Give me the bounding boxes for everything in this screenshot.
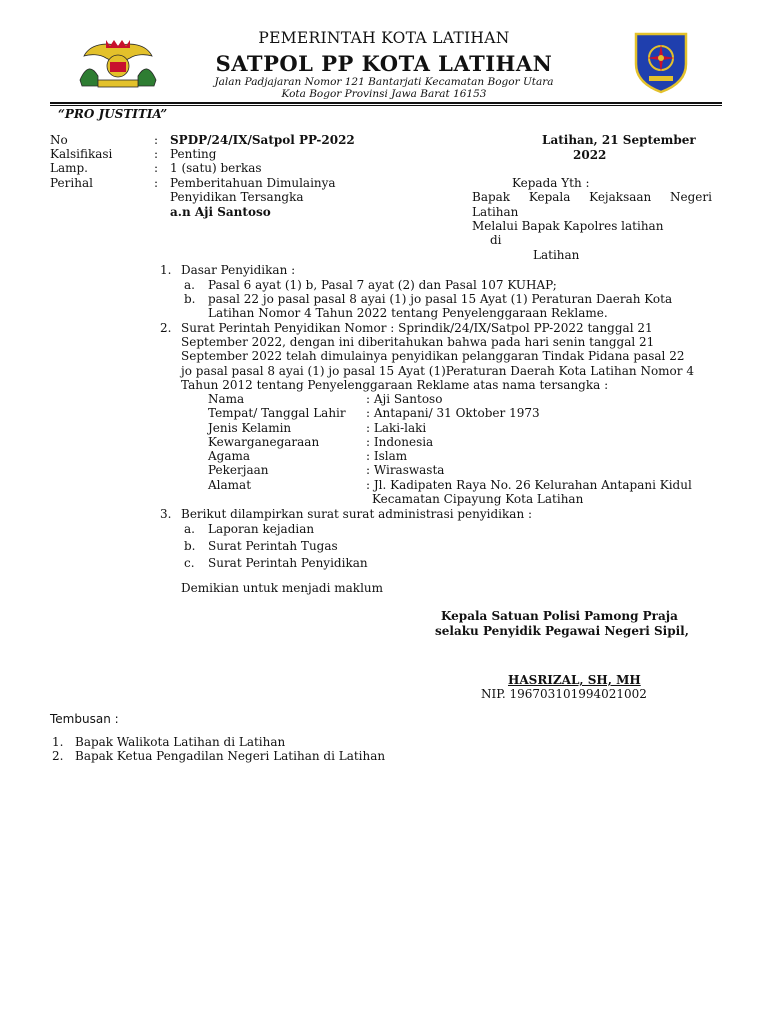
- recipient-line5: Latihan: [533, 248, 580, 262]
- letter-date-line2: 2022: [573, 148, 607, 162]
- meta-sep: :: [154, 147, 159, 161]
- header-agency-title: SATPOL PP KOTA LATIHAN: [215, 51, 553, 76]
- header-address-line1: Jalan Padjajaran Nomor 121 Bantarjati Kecamatan Bogor Utara: [214, 76, 554, 88]
- signatory-position-line1: Kepala Satuan Polisi Pamong Praja: [441, 609, 678, 623]
- meta-label-attachment: Lamp.: [50, 161, 88, 175]
- section-1a-text: Pasal 6 ayat (1) b, Pasal 7 ayat (2) dan Pasal 107 KUHAP;: [208, 278, 557, 292]
- section-2-line: September 2022 telah dimulainya penyidikan pelanggaran Tindak Pidana pasal 22: [181, 349, 685, 363]
- section-2-line: jo pasal pasal 8 ayai (1) jo pasal 15 Ayat (1)Peraturan Daerah Kota Latihan Nomor 4: [181, 364, 694, 378]
- suspect-value-gender: : Laki-laki: [366, 421, 427, 435]
- recipient-line1: [472, 190, 712, 204]
- cc-item: Bapak Ketua Pengadilan Negeri Latihan di Latihan: [75, 749, 386, 763]
- section-2-number: 2.: [160, 321, 172, 335]
- meta-sep: :: [154, 133, 159, 147]
- attachment-item: Laporan kejadian: [208, 522, 315, 536]
- suspect-value-occupation: : Wiraswasta: [366, 463, 445, 477]
- cc-title: Tembusan :: [50, 712, 119, 726]
- meta-label-classification: Kalsifikasi: [50, 147, 113, 161]
- meta-value-subject-suspect: a.n Aji Santoso: [170, 205, 271, 219]
- suspect-value-religion: : Islam: [366, 449, 408, 463]
- closing-statement: Demikian untuk menjadi maklum: [181, 581, 384, 595]
- suspect-label-nationality: Kewarganegaraan: [208, 435, 320, 449]
- cc-item: Bapak Walikota Latihan di Latihan: [75, 735, 286, 749]
- suspect-label-religion: Agama: [208, 449, 251, 463]
- cc-item-number: 1.: [52, 735, 64, 749]
- recipient-line3: Melalui Bapak Kapolres latihan: [472, 219, 664, 233]
- signatory-nip: NIP. 196703101994021002: [481, 687, 647, 701]
- attachment-mark: b.: [184, 539, 196, 553]
- signatory-position-line2: selaku Penyidik Pegawai Negeri Sipil,: [435, 624, 689, 638]
- header-address-line2: Kota Bogor Provinsi Jawa Barat 16153: [281, 88, 487, 100]
- suspect-label-address: Alamat: [208, 478, 252, 492]
- section-1-number: 1.: [160, 263, 172, 277]
- pro-justitia-label: “PRO JUSTITIA”: [58, 107, 168, 121]
- meta-value-attachment: 1 (satu) berkas: [170, 161, 262, 175]
- section-2-line: Tahun 2012 tentang Penyelenggaraan Reklame atas nama tersangka :: [181, 378, 609, 392]
- suspect-label-name: Nama: [208, 392, 245, 406]
- header-divider-thin: [50, 105, 722, 106]
- recipient-word: Bapak: [472, 190, 511, 204]
- meta-value-no: SPDP/24/IX/Satpol PP-2022: [170, 133, 355, 147]
- suspect-value-birth: : Antapani/ 31 Oktober 1973: [366, 406, 540, 420]
- signatory-name: HASRIZAL, SH, MH: [508, 673, 641, 687]
- meta-label-no: No: [50, 133, 68, 147]
- section-1a-mark: a.: [184, 278, 195, 292]
- section-1b-text-cont: Latihan Nomor 4 Tahun 2022 tentang Penyelenggaraan Reklame.: [208, 306, 608, 320]
- suspect-value-name: : Aji Santoso: [366, 392, 443, 406]
- attachment-item: Surat Perintah Penyidikan: [208, 556, 368, 570]
- header-government-title: PEMERINTAH KOTA LATIHAN: [258, 29, 510, 47]
- section-3-title: Berikut dilampirkan surat surat administrasi penyidikan :: [181, 507, 533, 521]
- section-1-title: Dasar Penyidikan :: [181, 263, 296, 277]
- suspect-value-nationality: : Indonesia: [366, 435, 434, 449]
- suspect-value-address-cont: Kecamatan Cipayung Kota Latihan: [372, 492, 584, 506]
- section-2-line: September 2022, dengan ini diberitahukan bahwa pada hari senin tanggal 21: [181, 335, 655, 349]
- meta-value-subject: Pemberitahuan Dimulainya: [170, 176, 336, 190]
- suspect-label-birth: Tempat/ Tanggal Lahir: [208, 406, 346, 420]
- recipient-line2: Latihan: [472, 205, 519, 219]
- section-1b-mark: b.: [184, 292, 196, 306]
- recipient-greeting-text: Kepada Yth :: [512, 176, 590, 190]
- attachment-mark: c.: [184, 556, 195, 570]
- meta-label-subject: Perihal: [50, 176, 93, 190]
- suspect-label-gender: Jenis Kelamin: [208, 421, 292, 435]
- attachment-mark: a.: [184, 522, 195, 536]
- recipient-word: Kejaksaan: [589, 190, 652, 204]
- meta-value-subject-cont: Penyidikan Tersangka: [170, 190, 304, 204]
- attachment-item: Surat Perintah Tugas: [208, 539, 338, 553]
- suspect-label-occupation: Pekerjaan: [208, 463, 269, 477]
- recipient-word: Negeri: [670, 190, 712, 204]
- meta-value-classification: Penting: [170, 147, 217, 161]
- recipient-line4: di: [490, 233, 502, 247]
- section-1b-text: pasal 22 jo pasal pasal 8 ayai (1) jo pasal 15 Ayat (1) Peraturan Daerah Kota: [208, 292, 673, 306]
- meta-sep: :: [154, 161, 159, 175]
- header-divider-thick: [50, 102, 722, 104]
- cc-item-number: 2.: [52, 749, 64, 763]
- meta-sep: :: [154, 176, 159, 190]
- suspect-value-address: : Jl. Kadipaten Raya No. 26 Kelurahan Antapani Kidul: [366, 478, 692, 492]
- letter-date-line1: Latihan, 21 September: [542, 133, 696, 147]
- section-3-number: 3.: [160, 507, 172, 521]
- recipient-word: Kepala: [528, 190, 571, 204]
- section-2-line: Surat Perintah Penyidikan Nomor : Sprindik/24/IX/Satpol PP-2022 tanggal 21: [181, 321, 653, 335]
